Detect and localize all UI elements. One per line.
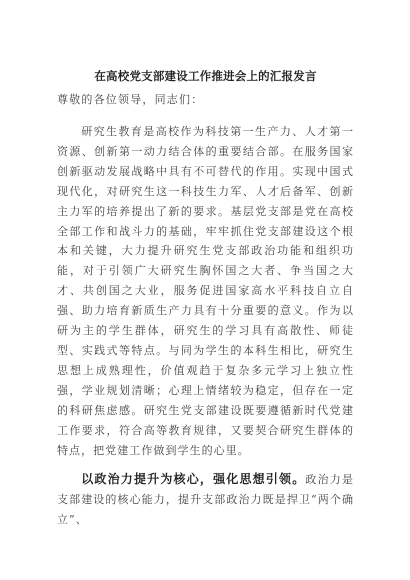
document-title: 在高校党支部建设工作推进会上的汇报发言 bbox=[94, 69, 317, 83]
salutation: 尊敬的各位领导，同志们： bbox=[57, 93, 204, 106]
body-paragraph-2 bbox=[57, 470, 354, 530]
paragraph-2-lead: 以政治力提升为核心，强化思想引领。 bbox=[81, 472, 306, 487]
paragraph-2-text: 政治力是支部建设的核心能力，提升支部政治力既是捍卫“两个确立”、 bbox=[57, 473, 355, 527]
body-paragraph-1: 研究生教育是高校作为科技第一生产力、人才第一资源、创新第一动力结合体的重要结合部。在服务国家创新驱动发展战略中具有不可替代的作用。实现中国式现代化，对研究生这一科技生力军、人才后备军、创新主力军的培养提出了新的要求。基层党支部是党在高校全部工作和战斗力的基础，牢牢抓住党支部建设这个根本和关键，大力提升研究生党支部政治功能和组织功能，对于引领广大研究生胸怀国之大者、争当国之大才、共创国之大业，服务促进国家高水平科技自立自强、助力培育新质生产力具有十分重要的意义。作为以研为主的学生群体，研究生的学习具有高散性、师徒型、实践式等特点。与同为学生的本科生相比，研究生思想上成熟理性，价值观趋于复杂多元学习上独立性强，学业规划清晰；心理上情绪较为稳定，但存在一定的科研焦虑感。研究生党支部建设既要遵循新时代党建工作要求，符合高等教育规律，又要契合研究生群体的特点，把党建工作做到学生的心里。 bbox=[57, 125, 354, 457]
